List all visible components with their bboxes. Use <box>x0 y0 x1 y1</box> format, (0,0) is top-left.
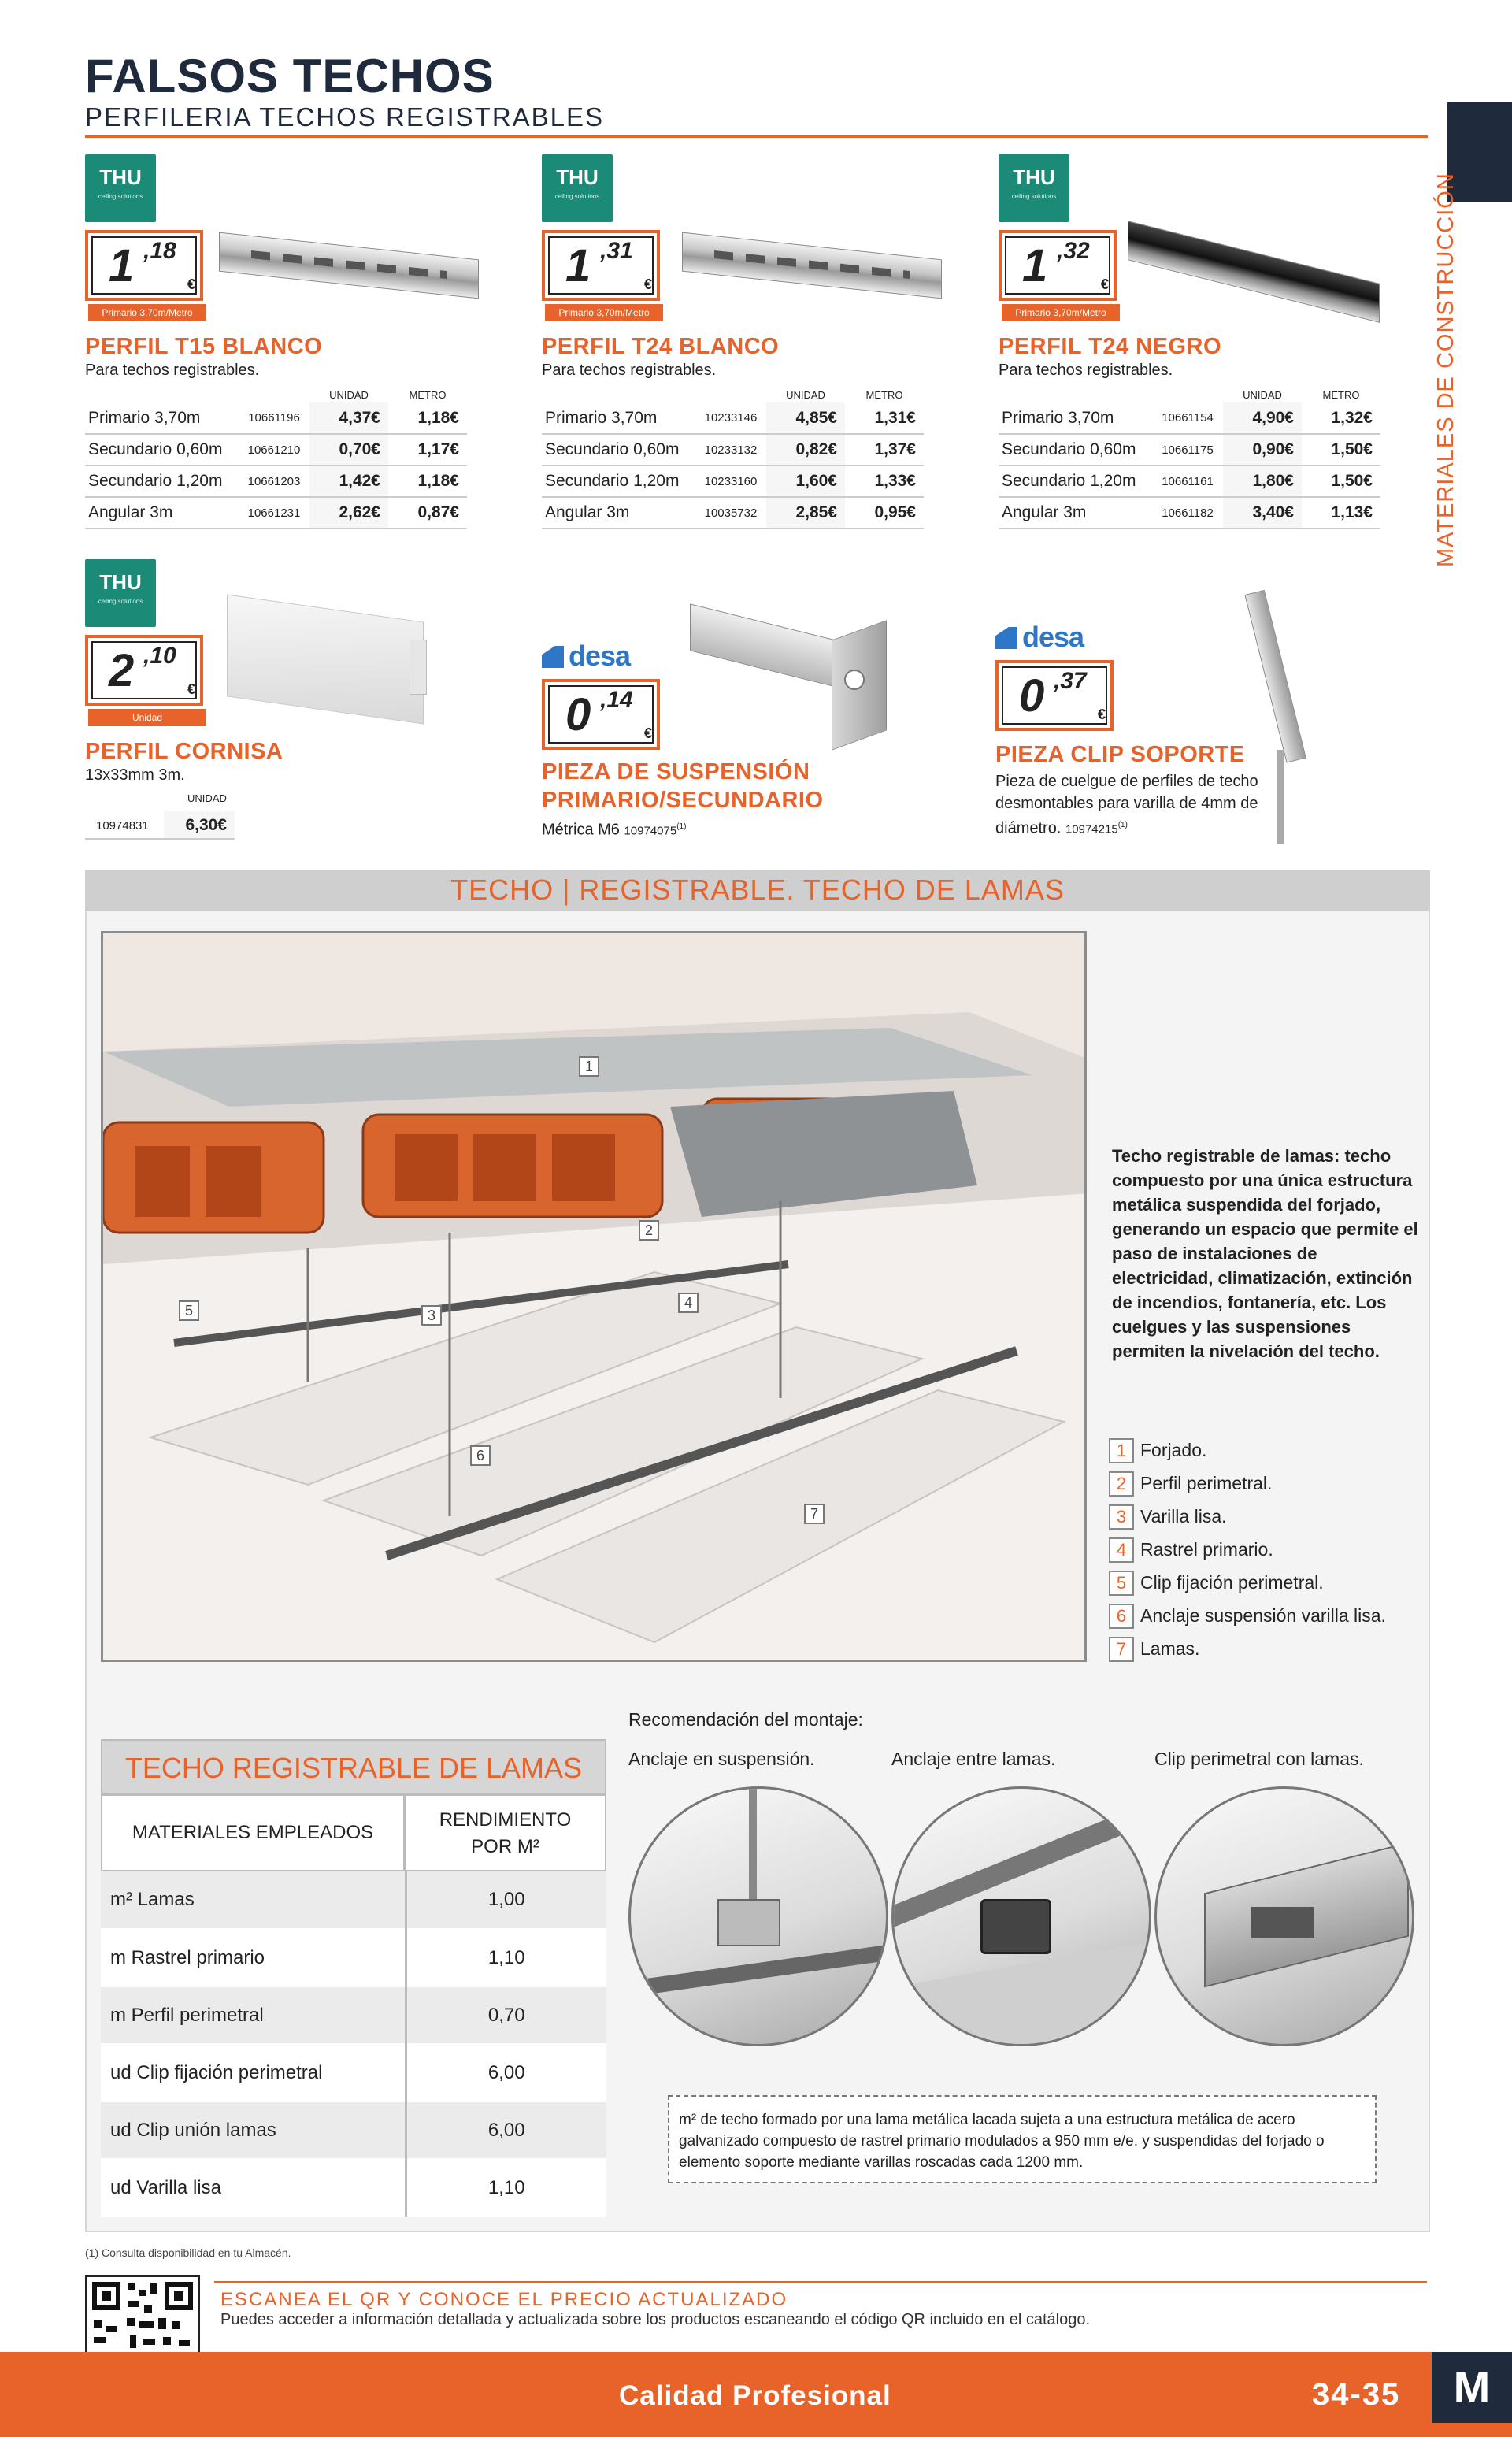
table-row: m Perfil perimetral 0,70 <box>101 1986 606 2044</box>
product-desc: Pieza de cuelgue de perfiles de techo desmontables para varilla de 4mm de diámetro. 10974215$^{(1)}$ <box>995 773 1258 837</box>
product-name: PIEZA CLIP SOPORTE <box>995 742 1245 767</box>
product-desc: Para techos registrables. <box>542 362 717 379</box>
thu-logo: THU ceiling solutions <box>999 154 1069 222</box>
table-row: Secundario 0,60m 10661210 0,70€ 1,17€ <box>85 434 467 466</box>
montage-label-c: Clip perimetral con lamas. <box>1154 1749 1364 1769</box>
footnote: (1) Consulta disponibilidad en tu Almacén. <box>85 2246 291 2259</box>
price-tag: 0 ,37 € <box>995 660 1114 731</box>
table-row: 10974831 6,30€ <box>85 811 235 840</box>
table-row: Angular 3m 10661182 3,40€ 1,13€ <box>999 497 1380 529</box>
price-tag-unit: Primario 3,70m/Metro <box>88 304 206 321</box>
price-tag: 1 ,31 € Primario 3,70m/Metro <box>542 230 660 301</box>
callout-3: 3 <box>421 1305 442 1326</box>
callout-7: 7 <box>804 1504 825 1524</box>
perfil-cornisa-image <box>227 608 439 717</box>
perfil-t24-blanco-image <box>682 236 942 307</box>
price-tag: 0 ,14 € <box>542 679 660 750</box>
table-row: Primario 3,70m 10233146 4,85€ 1,31€ <box>542 402 924 434</box>
table-row: Secundario 0,60m 10661175 0,90€ 1,50€ <box>999 434 1380 466</box>
price-table: UNIDAD METRO Primario 3,70m 10661196 4,37€ 1,18€ Secundario 0,60m 10661210 0,70€ 1,17€ Secundario 1,20m 10661203 1,42€ 1,18€ Angular 3m 10661231 2,62€ 0,87€ <box>85 388 467 529</box>
pieza-suspension-image <box>682 606 910 748</box>
materials-table <box>101 1871 606 2217</box>
product-name: PERFIL T24 NEGRO <box>999 334 1222 359</box>
qr-title: ESCANEA EL QR Y CONOCE EL PRECIO ACTUALIZADO <box>220 2289 788 2310</box>
table-row: ud Varilla lisa 1,10 <box>101 2159 606 2216</box>
thu-logo: THU ceiling solutions <box>542 154 613 222</box>
footer-slogan: Calidad Profesional <box>619 2380 891 2411</box>
side-category-label: MATERIALES DE CONSTRUCCIÓN <box>1433 172 1458 567</box>
table-row: ud Clip fijación perimetral 6,00 <box>101 2044 606 2101</box>
table-row: Secundario 1,20m 10661161 1,80€ 1,50€ <box>999 466 1380 497</box>
callout-5: 5 <box>179 1300 199 1321</box>
legend-item: 4 Rastrel primario. <box>1109 1537 1273 1563</box>
table-row: ud Clip unión lamas 6,00 <box>101 2101 606 2159</box>
desa-logo: desa <box>995 621 1084 654</box>
product-desc: Para techos registrables. <box>999 362 1173 379</box>
table-row: Secundario 0,60m 10233132 0,82€ 1,37€ <box>542 434 924 466</box>
col-unit-label: UNIDAD <box>187 792 227 804</box>
product-desc: 13x33mm 3m. <box>85 766 185 784</box>
montage-image-perimeter-clip <box>1154 1786 1414 2046</box>
legend-item: 1 Forjado. <box>1109 1438 1206 1463</box>
header-divider <box>85 135 1428 138</box>
qr-description: Puedes acceder a información detallada y actualizada sobre los productos escaneando el código QR incluido en el catálogo. <box>220 2311 1091 2328</box>
montage-image-suspension <box>628 1786 888 2046</box>
montage-label-b: Anclaje entre lamas. <box>891 1749 1056 1769</box>
product-name: PERFIL T15 BLANCO <box>85 334 323 359</box>
price-tag-unit: Unidad <box>88 709 206 726</box>
price-table: UNIDAD METRO Primario 3,70m 10661154 4,90€ 1,32€ Secundario 0,60m 10661175 0,90€ 1,50€ Secundario 1,20m 10661161 1,80€ 1,50€ Angular 3m 10661182 3,40€ 1,13€ <box>999 388 1380 529</box>
callout-4: 4 <box>678 1293 699 1313</box>
section-note: m² de techo formado por una lama metálica lacada sujeta a una estructura metálica de acero galvanizado compuesto de rastrel primario modulados a 950 mm e/e. y suspendidas del forjado o elemento soporte mediante varillas roscadas cada 1200 mm. <box>668 2095 1377 2183</box>
product-desc: Métrica M6 10974075$^{(1)}$ <box>542 821 687 839</box>
table-row: m Rastrel primario 1,10 <box>101 1929 606 1986</box>
montage-label-a: Anclaje en suspensión. <box>628 1749 815 1769</box>
price-table: UNIDAD METRO Primario 3,70m 10233146 4,85€ 1,31€ Secundario 0,60m 10233132 0,82€ 1,37€ Secundario 1,20m 10233160 1,60€ 1,33€ Angular 3m 10035732 2,85€ 0,95€ <box>542 388 924 529</box>
product-name-line2: PRIMARIO/SECUNDARIO <box>542 788 824 813</box>
table-row: Primario 3,70m 10661154 4,90€ 1,32€ <box>999 402 1380 434</box>
section-title: TECHO | REGISTRABLE. TECHO DE LAMAS <box>85 870 1430 911</box>
materials-table-title: TECHO REGISTRABLE DE LAMAS <box>101 1739 606 1794</box>
product-name: PIEZA DE SUSPENSIÓN <box>542 759 810 785</box>
price-tag-unit: Primario 3,70m/Metro <box>1002 304 1120 321</box>
section-description: Techo registrable de lamas: techo compuesto por una única estructura metálica suspendida del forjado, generando un espacio que permite el paso de instalaciones de electricidad, climatización, extinción de incendios, fontanería, etc. Los cuelgues y las suspensiones permiten la nivelación del techo. <box>1112 1146 1418 1361</box>
page-number: 34-35 <box>1312 2377 1401 2412</box>
montage-title: Recomendación del montaje: <box>628 1709 863 1730</box>
price-tag: 1 ,18 € Primario 3,70m/Metro <box>85 230 203 301</box>
price-tag: 2 ,10 € Unidad <box>85 635 203 706</box>
callout-1: 1 <box>579 1056 599 1077</box>
montage-image-between-lamas <box>891 1786 1151 2046</box>
callout-2: 2 <box>639 1220 659 1241</box>
product-desc: Para techos registrables. <box>85 362 260 379</box>
legend-item: 6 Anclaje suspensión varilla lisa. <box>1109 1604 1386 1629</box>
legend-item: 7 Lamas. <box>1109 1637 1199 1662</box>
page-title: FALSOS TECHOS <box>85 50 495 102</box>
product-name: PERFIL T24 BLANCO <box>542 334 780 359</box>
materials-table-header: MATERIALES EMPLEADOS RENDIMIENTO POR M² <box>101 1794 606 1871</box>
table-row: Angular 3m 10035732 2,85€ 0,95€ <box>542 497 924 529</box>
product-name: PERFIL CORNISA <box>85 739 284 764</box>
callout-6: 6 <box>470 1445 491 1466</box>
table-row: Angular 3m 10661231 2,62€ 0,87€ <box>85 497 467 529</box>
qr-divider <box>214 2281 1427 2283</box>
price-tag-unit: Primario 3,70m/Metro <box>545 304 663 321</box>
table-row: Secundario 1,20m 10233160 1,60€ 1,33€ <box>542 466 924 497</box>
legend-item: 5 Clip fijación perimetral. <box>1109 1571 1324 1596</box>
brand-logo: M <box>1432 2352 1512 2423</box>
table-row: Secundario 1,20m 10661203 1,42€ 1,18€ <box>85 466 467 497</box>
table-row: Primario 3,70m 10661196 4,37€ 1,18€ <box>85 402 467 434</box>
page-subtitle: PERFILERIA TECHOS REGISTRABLES <box>85 102 605 132</box>
ceiling-illustration <box>101 931 1087 1662</box>
price-tag: 1 ,32 € Primario 3,70m/Metro <box>999 230 1117 301</box>
thu-logo: THU ceiling solutions <box>85 154 156 222</box>
legend-item: 3 Varilla lisa. <box>1109 1504 1227 1530</box>
desa-logo: desa <box>542 640 630 673</box>
perfil-t24-negro-image <box>1128 236 1380 323</box>
table-row: m² Lamas 1,00 <box>101 1871 606 1929</box>
perfil-t15-image <box>219 236 479 307</box>
legend-item: 2 Perfil perimetral. <box>1109 1471 1272 1497</box>
thu-logo: THU ceiling solutions <box>85 559 156 627</box>
